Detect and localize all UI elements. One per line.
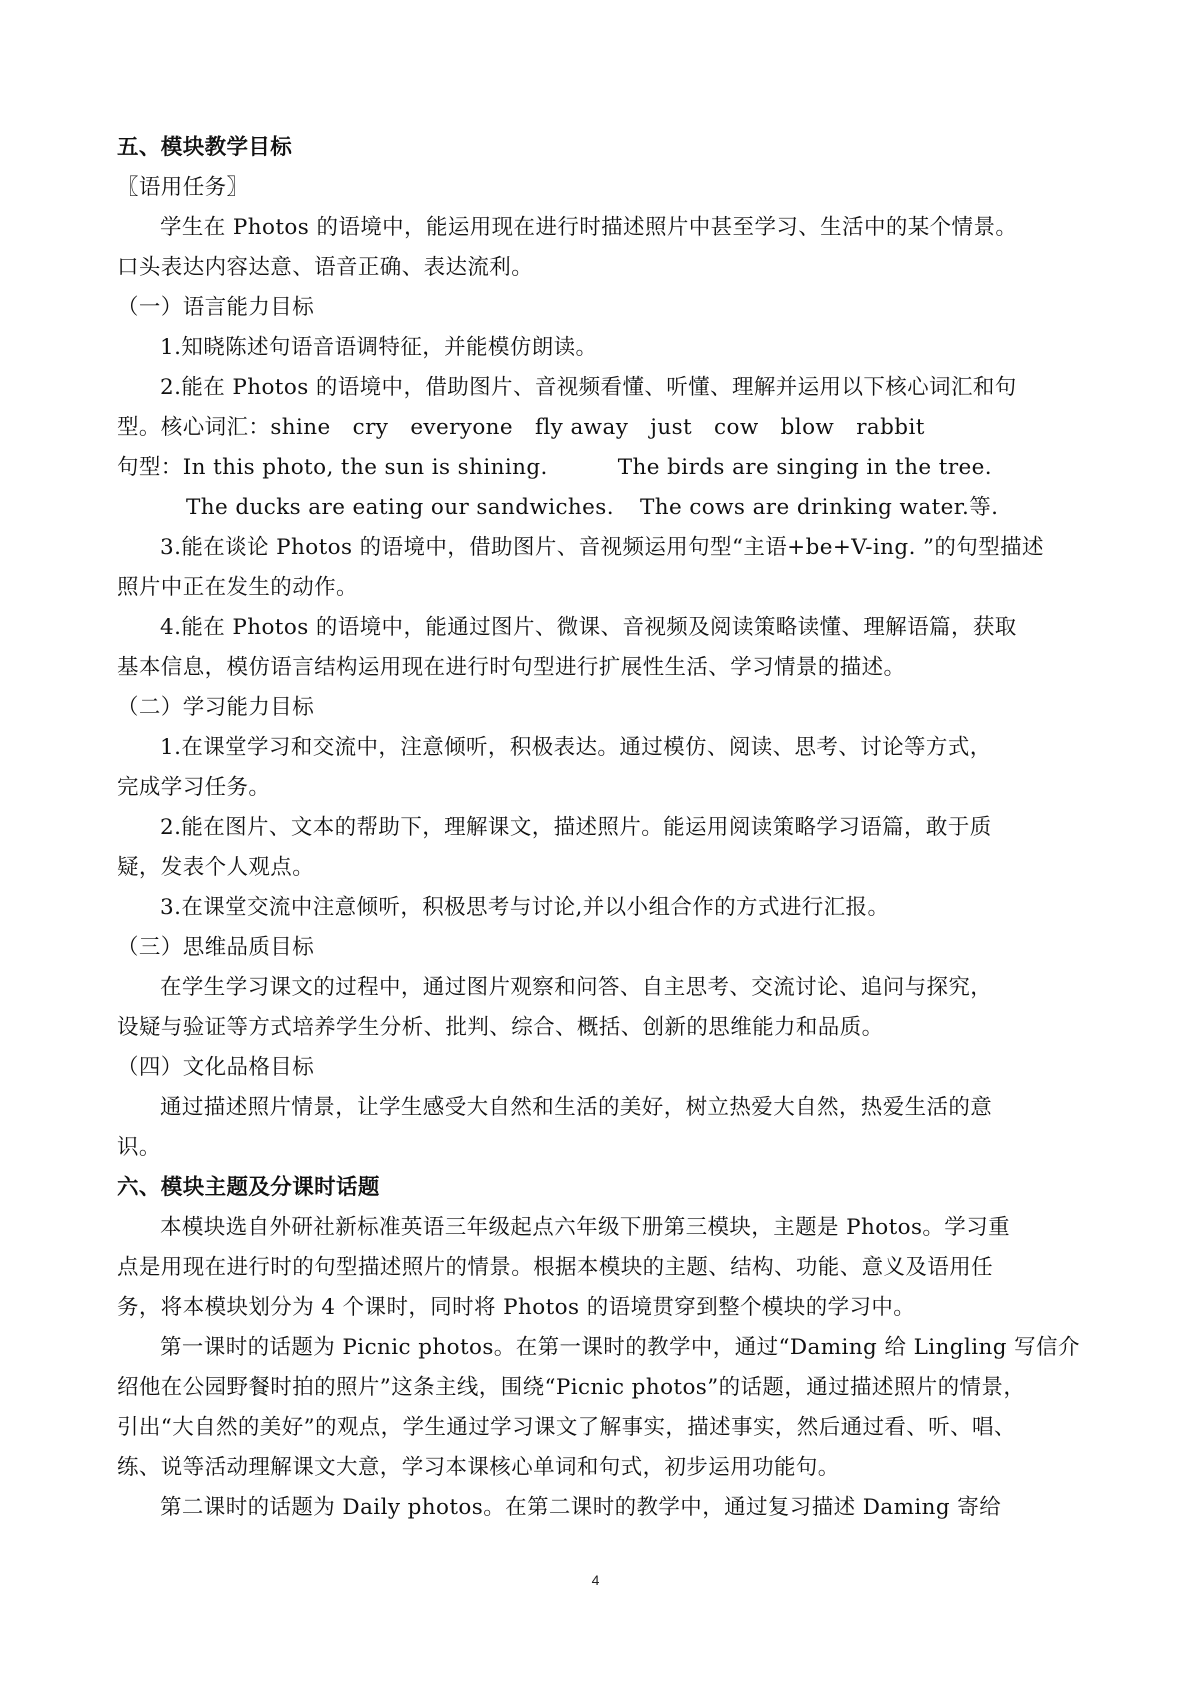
vocab-line [117,408,1077,448]
vocab-word: fly away [535,415,629,440]
paragraph-line: 学生在 Photos 的语境中，能运用现在进行时描述照片中甚至学习、生活中的某个情景。 [160,215,1018,240]
paragraph-line: 照片中正在发生的动作。 [117,575,358,600]
paragraph-line: 第一课时的话题为 Picnic photos。在第一课时的教学中，通过“Daming 给 Lingling 写信介 [160,1335,1080,1360]
section-heading-5: 五、模块教学目标 [117,135,293,160]
paragraph-line: 4.能在 Photos 的语境中，能通过图片、微课、音视频及阅读策略读懂、理解语篇，获取 [160,615,1017,640]
subsection-title-culture: （四）文化品格目标 [117,1055,315,1080]
vocab-word: cry [352,415,389,440]
paragraph-line: 3.能在谈论 Photos 的语境中，借助图片、音视频运用句型“主语+be+V-ing. ”的句型描述 [160,535,1044,560]
pattern-line [117,448,1077,488]
paragraph-line: 疑，发表个人观点。 [117,855,315,880]
pattern-sentence: The ducks are eating our sandwiches. [186,495,614,520]
document-page [117,128,1080,1528]
pattern-prefix: 句型： [117,455,183,480]
paragraph-line: 务，将本模块划分为 4 个课时，同时将 Photos 的语境贯穿到整个模块的学习中。 [117,1295,916,1320]
pattern-sentence: In this photo, the sun is shining. [182,455,548,480]
paragraph-line: 在学生学习课文的过程中，通过图片观察和问答、自主思考、交流讨论、追问与探究， [160,975,993,1000]
vocab-word: just [650,415,693,440]
subsection-title-language: （一）语言能力目标 [117,295,315,320]
vocab-word: rabbit [856,415,925,440]
paragraph-line: 设疑与验证等方式培养学生分析、批判、综合、概括、创新的思维能力和品质。 [117,1015,884,1040]
paragraph-line: 绍他在公园野餐时拍的照片”这条主线，围绕“Picnic photos”的话题，通过描述照片的情景， [117,1375,1026,1400]
vocab-prefix: 型。核心词汇： [117,415,271,440]
paragraph-line: 点是用现在进行时的句型描述照片的情景。根据本模块的主题、结构、功能、意义及语用任 [117,1255,994,1280]
page-number: 4 [591,1572,600,1588]
paragraph-line: 3.在课堂交流中注意倾听，积极思考与讨论,并以小组合作的方式进行汇报。 [160,895,890,920]
pattern-sentence: The cows are drinking water.等. [639,495,999,520]
paragraph-line: 1.知晓陈述句语音语调特征，并能模仿朗读。 [160,335,598,360]
paragraph-line: 通过描述照片情景，让学生感受大自然和生活的美好，树立热爱大自然，热爱生活的意 [160,1095,993,1120]
section-heading-6: 六、模块主题及分课时话题 [117,1175,380,1200]
paragraph-line: 识。 [117,1135,161,1160]
subsection-title-thinking: （三）思维品质目标 [117,935,315,960]
paragraph-line: 1.在课堂学习和交流中，注意倾听，积极表达。通过模仿、阅读、思考、讨论等方式， [160,735,992,760]
vocab-word: cow [714,415,759,440]
pattern-sentence: The birds are singing in the tree. [617,455,992,480]
paragraph-line: 练、说等活动理解课文大意，学习本课核心单词和句式，初步运用功能句。 [117,1455,840,1480]
paragraph-line: 基本信息，模仿语言结构运用现在进行时句型进行扩展性生活、学习情景的描述。 [117,655,906,680]
paragraph-line: 2.能在图片、文本的帮助下，理解课文，描述照片。能运用阅读策略学习语篇，敢于质 [160,815,992,840]
paragraph-line: 完成学习任务。 [117,775,271,800]
subsection-title-learning: （二）学习能力目标 [117,695,315,720]
task-title: 〖语用任务〗 [117,175,249,200]
paragraph-line: 口头表达内容达意、语音正确、表达流利。 [117,255,534,280]
vocab-word: everyone [410,415,514,440]
paragraph-line: 引出“大自然的美好”的观点，学生通过学习课文了解事实，描述事实，然后通过看、听、唱、 [117,1415,1016,1440]
vocab-word: blow [780,415,835,440]
paragraph-line: 本模块选自外研社新标准英语三年级起点六年级下册第三模块，主题是 Photos。学习重 [160,1215,1011,1240]
paragraph-line: 2.能在 Photos 的语境中，借助图片、音视频看懂、听懂、理解并运用以下核心词汇和句 [160,375,1017,400]
paragraph-line: 第二课时的话题为 Daily photos。在第二课时的教学中，通过复习描述 Daming 寄给 [160,1495,1002,1520]
vocab-word: shine [270,415,331,440]
pattern-line [117,488,1077,528]
